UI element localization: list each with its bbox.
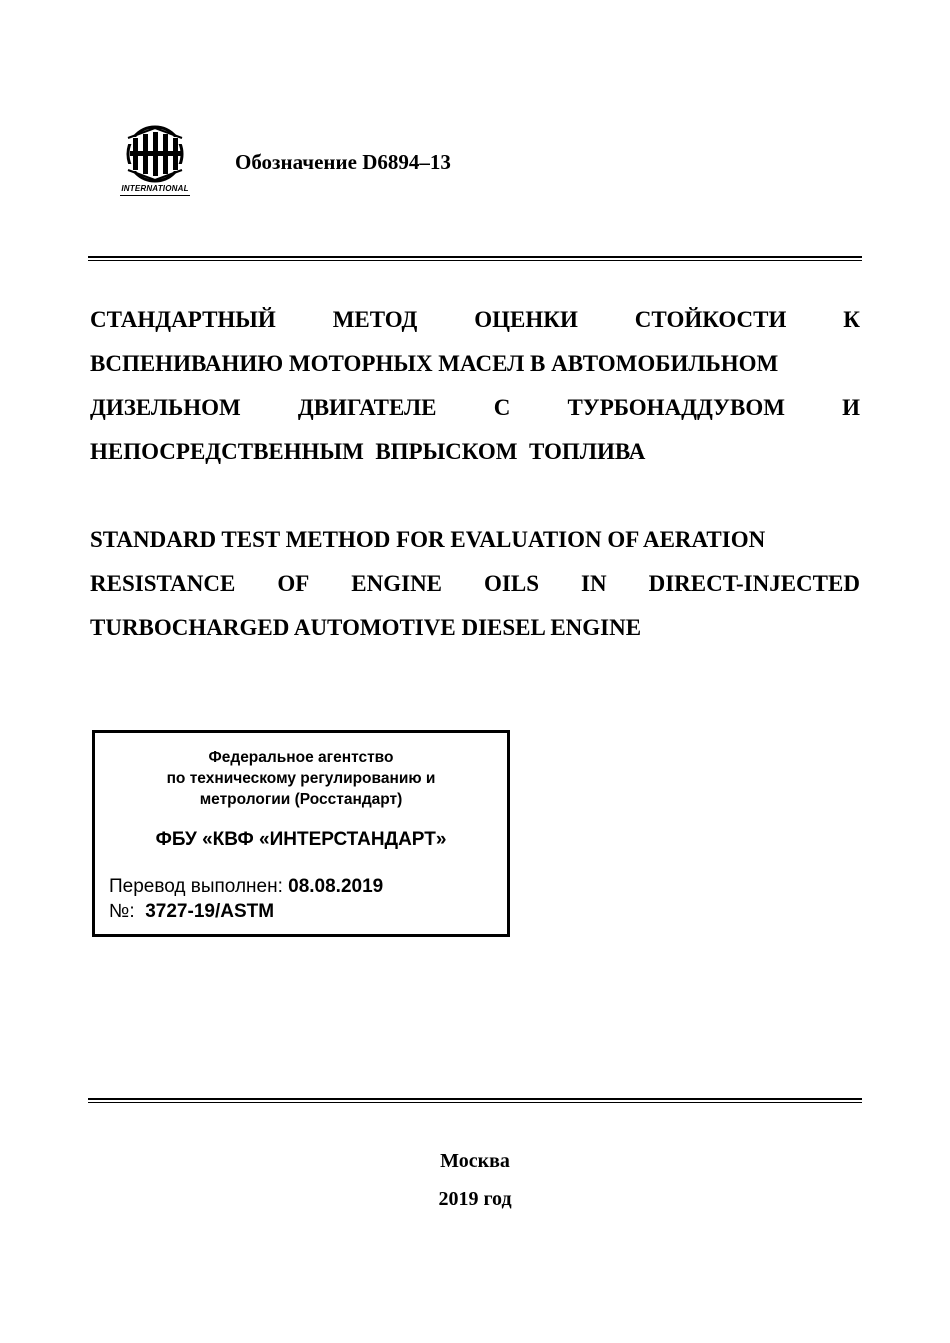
title-word: СТАНДАРТНЫЙ [90, 307, 276, 332]
standard-designation: Обозначение D6894–13 [235, 150, 451, 174]
footer-year: 2019 год [438, 1188, 512, 1210]
title-word: ДИЗЕЛЬНОМ [90, 395, 241, 420]
title-ru-line-4: НЕПОСРЕДСТВЕННЫМ ВПРЫСКОМ ТОПЛИВА [90, 439, 646, 464]
astm-emblem-icon [112, 124, 198, 186]
stamp-organization: ФБУ «КВФ «ИНТЕРСТАНДАРТ» [155, 829, 447, 850]
title-ru-line-1 [90, 298, 860, 342]
title-word: OILS [484, 571, 540, 596]
title-word: И [842, 395, 860, 420]
astm-logo [112, 124, 198, 200]
stamp-number-value: 3727-19/ASTM [145, 901, 275, 922]
title-word: DIRECT-INJECTED [648, 571, 860, 596]
title-word: RESISTANCE [90, 571, 236, 596]
title-ru-line-3 [90, 386, 860, 430]
title-word: ENGINE [351, 571, 443, 596]
title-en-line-3: TURBOCHARGED AUTOMOTIVE DIESEL ENGINE [90, 615, 642, 640]
title-word: С [493, 395, 511, 420]
stamp-agency-line-2: по техническому регулированию и [166, 770, 436, 787]
title-ru-line-2: ВСПЕНИВАНИЮ МОТОРНЫХ МАСЕЛ В АВТОМОБИЛЬНОМ [90, 351, 779, 376]
bottom-divider [88, 1098, 862, 1100]
top-divider [88, 256, 862, 258]
translation-stamp [92, 730, 510, 937]
title-word: ДВИГАТЕЛЕ [297, 395, 437, 420]
stamp-agency-line-1: Федеральное агентство [208, 749, 394, 766]
title-word: IN [581, 571, 607, 596]
title-russian [90, 298, 860, 474]
stamp-number-line [109, 901, 274, 923]
stamp-agency-line-3: метрологии (Росстандарт) [199, 791, 403, 808]
title-word: OF [277, 571, 310, 596]
title-word: СТОЙКОСТИ [634, 307, 787, 332]
stamp-translated-date: 08.08.2019 [288, 876, 384, 897]
title-en-line-1: STANDARD TEST METHOD FOR EVALUATION OF AERATION [90, 527, 766, 552]
stamp-translation-date-line [109, 876, 383, 898]
title-english [90, 518, 860, 650]
logo-underline [120, 195, 190, 196]
stamp-translated-label: Перевод выполнен: [109, 876, 289, 897]
stamp-agency [95, 747, 507, 810]
title-word: МЕТОД [332, 307, 418, 332]
stamp-number-label: №: [109, 901, 146, 922]
title-word: ОЦЕНКИ [474, 307, 578, 332]
title-word: ТУРБОНАДДУВОМ [567, 395, 785, 420]
title-en-line-2 [90, 562, 860, 606]
footer-city: Москва [440, 1150, 510, 1172]
astm-logo-text: INTERNATIONAL [121, 184, 189, 193]
title-word: К [843, 307, 860, 332]
